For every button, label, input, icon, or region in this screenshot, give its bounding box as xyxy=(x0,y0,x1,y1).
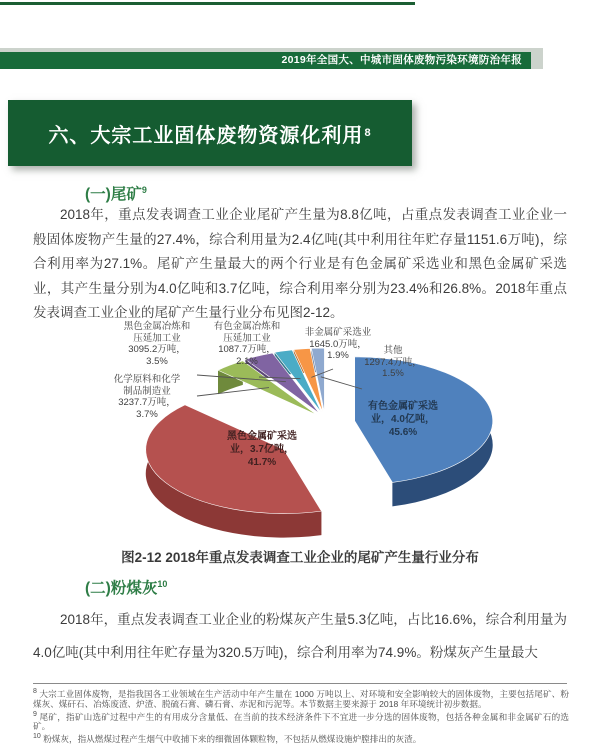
pie-label-line: 有色金属冶炼和 xyxy=(213,321,281,332)
paragraph-tailings: 2018年，重点发表调查工业企业尾矿产生量为8.8亿吨，占重点发表调查工业企业一般固体废物产生量的27.4%，综合利用量为2.4亿吨(其中利用往年贮存量1151.6万吨)，综合利用率为27.1%。尾矿产生量最大的两个行业是有色金属矿采选业和黑色金属矿采选业，其产生量分别为4.0亿吨和3.7亿吨，综合利用率分别为23.4%和26.8%。2018年重点发表调查工业企业的尾矿产生量行业分布见图2-12。 xyxy=(33,207,567,321)
pie-label-line: 业，4.0亿吨， xyxy=(371,414,435,425)
figure-caption: 图2-12 2018年重点发表调查工业企业的尾矿产生量行业分布 xyxy=(121,550,479,565)
pie-label-line: 1645.0万吨， xyxy=(309,338,367,350)
pie-label-line: 黑色金属冶炼和 xyxy=(123,321,191,332)
pie-label-line: 3095.2万吨， xyxy=(128,344,186,355)
pie-label-line: 1.9% xyxy=(327,350,349,361)
pie-label-1 xyxy=(227,430,297,469)
footnote-9-text: 尾矿，指矿山选矿过程中产生的有用成分含量低、在当前的技术经济条件下不宜进一步分选的固体废物，包括各种金属和非金属矿石的选矿。 xyxy=(33,711,569,732)
pie-label-line: 3.5% xyxy=(146,355,168,367)
footnote-8-text: 大宗工业固体废物，是指我国各工业领域在生产活动中年产生量在 1000 万吨以上、对环境和安全影响较大的固体废物，主要包括尾矿、粉煤灰、煤矸石、冶炼废渣、炉渣、脱硫石膏、磷石膏、赤泥和污泥等。本节数据主要来源于 2018 年环境统计初步数据。 xyxy=(33,688,569,709)
footnote-9-marker: 9 xyxy=(33,710,37,718)
pie-label-line: 3.7% xyxy=(136,408,158,420)
section-footnote-ref-10: 10 xyxy=(157,578,168,589)
pie-label-line: 其他 xyxy=(383,345,403,356)
section-footnote-ref-9: 9 xyxy=(141,184,147,195)
chapter-banner xyxy=(8,100,412,166)
pie-label-line: 1.5% xyxy=(382,368,404,379)
pie-label-line: 41.7% xyxy=(247,457,277,468)
pie-label-2 xyxy=(114,374,181,420)
pie-label-line: 2.1% xyxy=(236,355,258,367)
pie-label-5 xyxy=(305,327,372,362)
pie-label-line: 1297.4万吨， xyxy=(364,356,422,368)
pie-chart-canvas xyxy=(0,318,600,546)
pie-label-3 xyxy=(124,321,191,367)
chapter-title: 六、大宗工业固体废物资源化利用 xyxy=(48,124,364,147)
footnote-8-marker: 8 xyxy=(33,688,37,695)
report-header-bar xyxy=(0,52,531,69)
pie-label-0 xyxy=(368,400,438,439)
paragraph-flyash: 2018年，重点发表调查工业企业的粉煤灰产生量5.3亿吨，占比16.6%，综合利用量为4.0亿吨(其中利用往年贮存量为320.5万吨)，综合利用率为74.9%。粉煤灰产生量最大 xyxy=(33,612,567,660)
pie-label-line: 非金属矿采选业 xyxy=(304,327,372,338)
section-heading-tailings xyxy=(85,182,147,204)
pie-label-4 xyxy=(214,321,281,367)
footnote-8 xyxy=(33,687,569,710)
pie-leader-line-2 xyxy=(197,388,269,396)
pie-label-line: 有色金属矿采选 xyxy=(368,401,438,412)
pie-label-6 xyxy=(364,345,422,380)
tailings-pie-chart xyxy=(0,318,600,546)
footnotes xyxy=(33,687,569,745)
footnote-9 xyxy=(33,710,569,733)
pie-label-line: 压延加工业 xyxy=(223,332,271,344)
section-heading-flyash xyxy=(85,576,167,598)
section-heading-tailings-text: (一)尾矿 xyxy=(85,186,142,203)
chapter-footnote-ref: 8 xyxy=(364,127,372,139)
pie-label-line: 业，3.7亿吨， xyxy=(230,444,294,455)
pie-label-line: 制品制造业 xyxy=(123,385,171,397)
pie-label-line: 黑色金属矿采选 xyxy=(227,431,297,442)
pie-label-line: 45.6% xyxy=(388,427,418,438)
pie-label-line: 3237.7万吨， xyxy=(118,397,176,408)
pie-label-line: 压延加工业 xyxy=(133,332,181,344)
report-title: 2019年全国大、中城市固体废物污染环境防治年报 xyxy=(281,54,522,66)
footnote-10-marker: 10 xyxy=(33,733,41,741)
top-rule xyxy=(0,2,415,5)
pie-label-line: 化学原料和化学 xyxy=(113,374,181,385)
section-heading-flyash-text: (二)粉煤灰 xyxy=(85,580,158,597)
footnote-10 xyxy=(33,732,569,745)
footnote-divider xyxy=(33,683,567,684)
pie-label-line: 1087.7万吨， xyxy=(218,344,276,355)
footnote-10-text: 粉煤灰，指从燃煤过程产生烟气中收捕下来的细微固体颗粒物，不包括从燃煤设施炉膛排出的灰渣。 xyxy=(43,734,422,745)
